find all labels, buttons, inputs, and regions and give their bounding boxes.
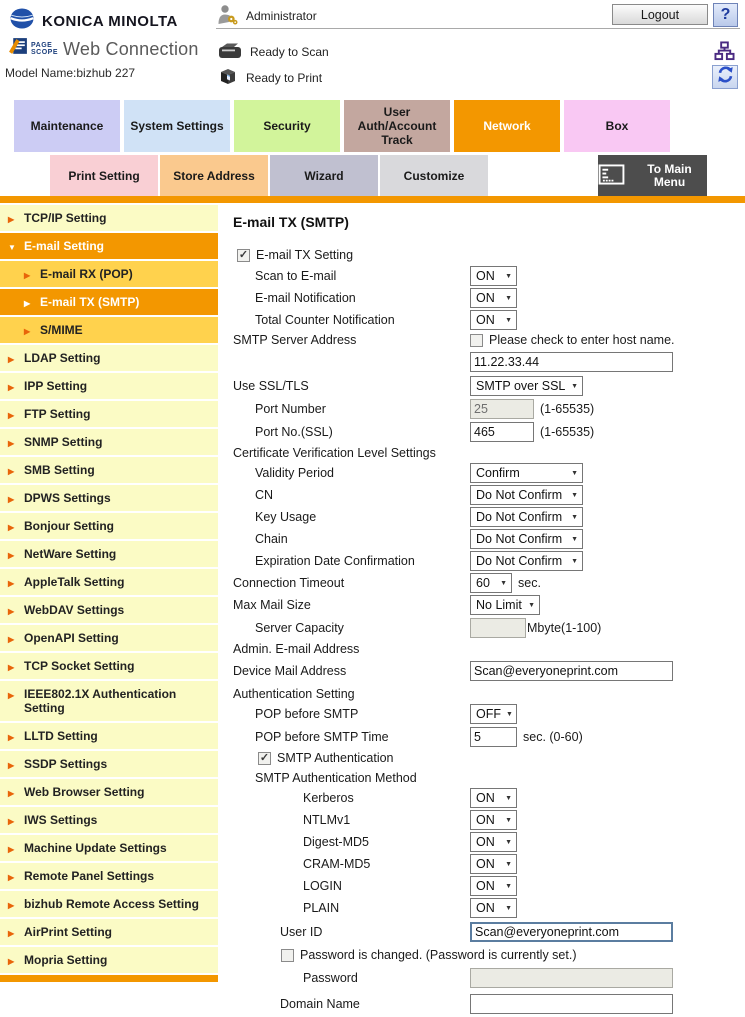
sidebar-item-label: FTP Setting [24,407,91,421]
control-chain [470,529,583,549]
chevron-right-icon: ▶ [8,635,15,644]
sidebar-item-mopria-setting[interactable] [0,947,218,973]
form-row-use-ssl-tls [233,375,745,397]
form-row-cram-md5 [233,853,745,875]
form-row-email-tx-setting [233,245,745,265]
suffix-connection-timeout: sec. [518,576,541,590]
to-main-menu-button[interactable] [598,155,707,196]
page-title: E-mail TX (SMTP) [233,214,349,230]
form-row-server-capacity [233,616,745,639]
select-value: ON [476,313,495,327]
control-plain [470,898,517,918]
control-pop-before-smtp-time [470,727,583,747]
select-value: Do Not Confirm [476,488,563,502]
main-menu-screen-icon [598,164,625,188]
label-smtp-server-address-check: Please check to enter host name. [489,333,675,347]
label-connection-timeout: Connection Timeout [233,576,345,590]
tab-print-setting[interactable]: Print Setting [50,155,158,196]
input-port-no-ssl[interactable] [470,422,534,442]
chevron-right-icon: ▶ [8,691,15,700]
select-total-counter-notification[interactable] [470,310,517,330]
label-plain: PLAIN [303,901,340,915]
dropdown-arrow-icon: ▼ [505,294,512,302]
tab-wizard[interactable]: Wizard [270,155,378,196]
label-admin-email-address: Admin. E-mail Address [233,641,360,656]
form-row-password [233,965,745,991]
control-use-ssl-tls [470,376,583,396]
checkbox-group-smtp-authentication [258,751,394,765]
checkbox-password-is-changed[interactable] [281,949,294,962]
smtp-form [233,245,745,1017]
input-password [470,968,673,988]
control-ntlmv1 [470,810,517,830]
sidebar-item-bizhub-remote-access-setting[interactable] [0,891,218,917]
select-value: SMTP over SSL [476,379,566,393]
control-smtp-server-address-input [470,352,673,372]
sidebar-item-label: SNMP Setting [24,435,103,449]
chevron-right-icon: ▶ [8,495,15,504]
chevron-right-icon: ▶ [24,299,31,308]
form-row-certificate-verification-level-settings [233,443,745,462]
sidebar-item-ssdp-settings[interactable] [0,751,218,777]
primary-tabs [0,100,745,152]
sidebar-item-email-setting[interactable] [0,233,218,259]
select-connection-timeout[interactable] [470,573,512,593]
pagescope-wordmark: PAGE SCOPE [31,42,59,56]
chevron-right-icon: ▶ [8,733,15,742]
select-kerberos[interactable] [470,788,517,808]
form-row-chain [233,528,745,550]
select-chain[interactable] [470,529,583,549]
chevron-right-icon: ▶ [8,355,15,364]
checkbox-email-tx-setting[interactable]: ✓ [238,248,249,261]
chevron-right-icon: ▶ [24,271,31,280]
form-row-scan-to-email [233,265,745,287]
sidebar-item-ftp-setting[interactable] [0,401,218,427]
sidebar-item-label: E-mail TX (SMTP) [40,295,140,309]
sidebar-end-bar [0,975,218,982]
sidebar-item-label: IWS Settings [24,813,98,827]
label-kerberos: Kerberos [303,791,354,805]
tab-system-settings[interactable]: System Settings [124,100,230,152]
chevron-right-icon: ▶ [8,467,15,476]
control-key-usage [470,507,583,527]
tab-security[interactable]: Security [234,100,340,152]
label-cn: CN [255,488,274,502]
sidebar-item-label: Machine Update Settings [24,841,167,855]
dropdown-arrow-icon: ▼ [571,491,578,499]
form-row-email-notification [233,287,745,309]
select-use-ssl-tls[interactable] [470,376,583,396]
header-divider [216,28,740,29]
sidebar-item-smb-setting[interactable] [0,457,218,483]
chevron-right-icon: ▶ [8,411,15,420]
scanner-icon [218,42,242,62]
printer-status-text: Ready to Print [246,70,323,85]
checkbox-smtp-server-address[interactable] [470,334,483,347]
sidebar-item-label: SMB Setting [24,463,95,477]
sidebar-item-label: TCP/IP Setting [24,211,107,225]
sidebar-item-airprint-setting[interactable] [0,919,218,945]
form-row-expiration-date-confirmation [233,550,745,572]
control-login [470,876,517,896]
label-password-is-changed: Password is changed. (Password is currently set.) [300,948,577,962]
control-port-no-ssl [470,422,594,442]
form-row-ntlmv1 [233,809,745,831]
refresh-icon [716,65,735,89]
form-row-total-counter-notification [233,309,745,331]
sidebar [0,205,218,1017]
label-authentication-setting: Authentication Setting [233,686,355,701]
user-info [216,4,317,28]
suffix-port-no-ssl: (1-65535) [540,424,595,439]
brand-name: KONICA MINOLTA [42,12,178,30]
sidebar-item-label: Mopria Setting [24,953,108,967]
form-row-domain-name [233,991,745,1017]
control-scan-to-email [470,266,517,286]
konica-globe-icon [10,8,34,34]
form-row-user-id [233,919,745,945]
sidebar-item-label: Remote Panel Settings [24,869,155,883]
control-user-id [470,922,673,942]
label-domain-name: Domain Name [280,997,360,1011]
chevron-down-icon: ▼ [8,243,16,252]
dropdown-arrow-icon: ▼ [528,601,535,609]
sidebar-item-netware-setting[interactable] [0,541,218,567]
suffix-server-capacity: Mbyte(1-100) [527,620,602,635]
dropdown-arrow-icon: ▼ [571,469,578,477]
sidebar-item-label: E-mail Setting [24,239,105,253]
form-row-password-is-changed [233,945,745,965]
control-cram-md5 [470,854,517,874]
label-login: LOGIN [303,879,342,893]
label-password: Password [303,971,358,985]
label-total-counter-notification: Total Counter Notification [255,313,395,327]
sidebar-item-label: NetWare Setting [24,547,117,561]
select-cn[interactable] [470,485,583,505]
dropdown-arrow-icon: ▼ [505,860,512,868]
select-key-usage[interactable] [470,507,583,527]
sidebar-item-appletalk-setting[interactable] [0,569,218,595]
select-email-notification[interactable] [470,288,517,308]
label-port-number: Port Number [255,401,326,416]
tab-network[interactable]: Network [454,100,560,152]
chevron-right-icon: ▶ [8,523,15,532]
sidebar-item-label: Bonjour Setting [24,519,114,533]
chevron-right-icon: ▶ [8,663,15,672]
control-email-notification [470,288,517,308]
sidebar-item-ipp-setting[interactable] [0,373,218,399]
control-max-mail-size [470,595,540,615]
form-row-key-usage [233,506,745,528]
dropdown-arrow-icon: ▼ [506,710,513,718]
select-value: ON [476,835,495,849]
sidebar-item-iws-settings[interactable] [0,807,218,833]
select-login[interactable] [470,876,517,896]
form-row-max-mail-size [233,594,745,616]
chevron-right-icon: ▶ [8,551,15,560]
label-ntlmv1: NTLMv1 [303,813,351,827]
sidebar-item-webdav-settings[interactable] [0,597,218,623]
tab-box[interactable]: Box [564,100,670,152]
input-port-number [470,399,534,419]
sidebar-item-label: LLTD Setting [24,729,98,743]
sidebar-item-email-tx-smtp[interactable] [0,289,218,315]
header [0,0,745,97]
form-row-smtp-server-address [233,331,745,349]
sidebar-item-snmp-setting[interactable] [0,429,218,455]
dropdown-arrow-icon: ▼ [571,513,578,521]
label-smtp-authentication-method: SMTP Authentication Method [255,770,417,785]
sidebar-item-web-browser-setting[interactable] [0,779,218,805]
chevron-right-icon: ▶ [8,873,15,882]
chevron-right-icon: ▶ [8,901,15,910]
control-smtp-server-address [470,333,675,347]
chevron-right-icon: ▶ [8,439,15,448]
sidebar-item-label: S/MIME [40,323,83,337]
tab-customize[interactable]: Customize [380,155,488,196]
label-scan-to-email: Scan to E-mail [255,269,337,283]
printer-icon [218,66,238,89]
sidebar-item-ldap-setting[interactable] [0,345,218,371]
label-device-mail-address: Device Mail Address [233,664,347,678]
sidebar-item-label: bizhub Remote Access Setting [24,897,199,911]
sidebar-item-lltd-setting[interactable] [0,723,218,749]
input-user-id[interactable] [470,922,673,942]
chevron-right-icon: ▶ [8,817,15,826]
sidebar-item-label: AirPrint Setting [24,925,113,939]
label-pop-before-smtp: POP before SMTP [255,707,359,721]
form-row-validity-period [233,462,745,484]
checkbox-group-password-is-changed [281,948,577,962]
sidebar-item-label: IPP Setting [24,379,88,393]
dropdown-arrow-icon: ▼ [571,557,578,565]
form-row-pop-before-smtp [233,703,745,725]
to-main-menu-label: To Main Menu [647,161,692,189]
content [218,205,745,1017]
label-smtp-authentication: SMTP Authentication [277,751,394,765]
control-connection-timeout [470,573,541,593]
sidebar-item-bonjour-setting[interactable] [0,513,218,539]
dropdown-arrow-icon: ▼ [571,382,578,390]
label-certificate-verification-level-settings: Certificate Verification Level Settings [233,445,436,460]
divider-bar [0,196,745,203]
select-pop-before-smtp[interactable] [470,704,517,724]
form-row-smtp-authentication-method [233,768,745,787]
label-use-ssl-tls: Use SSL/TLS [233,379,309,393]
form-row-pop-before-smtp-time [233,725,745,748]
select-value: 60 [476,576,490,590]
logout-button[interactable]: Logout [612,4,708,25]
select-value: ON [476,291,495,305]
chevron-right-icon: ▶ [8,957,15,966]
form-row-smtp-authentication [233,748,745,768]
control-validity-period [470,463,583,483]
user-name: Administrator [246,9,317,23]
select-value: Do Not Confirm [476,532,563,546]
input-smtp-server-address-input[interactable] [470,352,673,372]
form-row-port-number [233,397,745,420]
input-device-mail-address[interactable] [470,661,673,681]
sidebar-item-label: IEEE802.1X Authentication Setting [24,687,177,715]
label-user-id: User ID [280,925,323,939]
select-value: ON [476,879,495,893]
scanner-status-text: Ready to Scan [250,45,329,59]
control-domain-name [470,994,673,1014]
chevron-right-icon: ▶ [8,579,15,588]
form-row-connection-timeout [233,572,745,594]
form-row-admin-email-address [233,639,745,658]
suffix-port-number: (1-65535) [540,401,595,416]
dropdown-arrow-icon: ▼ [505,794,512,802]
form-row-device-mail-address [233,658,745,684]
input-pop-before-smtp-time[interactable] [470,727,517,747]
input-server-capacity [470,618,526,638]
control-kerberos [470,788,517,808]
form-row-kerberos [233,787,745,809]
control-server-capacity [470,618,601,638]
control-pop-before-smtp [470,704,517,724]
select-scan-to-email[interactable] [470,266,517,286]
printer-status [218,66,322,89]
select-value: No Limit [476,598,522,612]
select-value: ON [476,791,495,805]
sidebar-item-label: SSDP Settings [24,757,108,771]
control-port-number [470,399,594,419]
sidebar-item-tcp-socket-setting[interactable] [0,653,218,679]
secondary-tabs [0,155,745,196]
checkbox-group-email-tx-setting [237,248,353,262]
sidebar-item-label: DPWS Settings [24,491,111,505]
dropdown-arrow-icon: ▼ [505,816,512,824]
label-server-capacity: Server Capacity [255,620,344,635]
dropdown-arrow-icon: ▼ [505,316,512,324]
dropdown-arrow-icon: ▼ [505,838,512,846]
select-max-mail-size[interactable] [470,595,540,615]
control-password [470,968,673,988]
form-row-smtp-server-address-input [233,349,745,375]
control-expiration-date-confirmation [470,551,583,571]
sidebar-item-label: LDAP Setting [24,351,101,365]
form-row-login [233,875,745,897]
administrator-icon [216,4,238,28]
dropdown-arrow-icon: ▼ [500,579,507,587]
sidebar-item-tcpip-setting[interactable] [0,205,218,231]
label-email-notification: E-mail Notification [255,291,356,305]
select-cram-md5[interactable] [470,854,517,874]
chevron-right-icon: ▶ [8,845,15,854]
select-value: Do Not Confirm [476,510,563,524]
select-plain[interactable] [470,898,517,918]
sidebar-item-openapi-setting[interactable] [0,625,218,651]
form-row-digest-md5 [233,831,745,853]
tab-maintenance[interactable]: Maintenance [14,100,120,152]
select-value: Do Not Confirm [476,554,563,568]
scanner-status [218,42,329,62]
refresh-button[interactable] [712,65,738,89]
konica-minolta-logo [10,8,178,34]
suffix-pop-before-smtp-time: sec. (0-60) [523,729,583,744]
checkbox-smtp-authentication[interactable]: ✓ [259,751,270,764]
dropdown-arrow-icon: ▼ [505,904,512,912]
label-port-no-ssl: Port No.(SSL) [255,424,333,439]
control-total-counter-notification [470,310,517,330]
help-button[interactable]: ? [713,3,738,27]
select-value: OFF [476,707,501,721]
dropdown-arrow-icon: ▼ [571,535,578,543]
form-row-authentication-setting [233,684,745,703]
select-validity-period[interactable] [470,463,583,483]
chevron-right-icon: ▶ [8,929,15,938]
control-cn [470,485,583,505]
tab-store-address[interactable]: Store Address [160,155,268,196]
network-topology-icon[interactable] [714,41,736,61]
dropdown-arrow-icon: ▼ [505,882,512,890]
select-value: ON [476,813,495,827]
label-validity-period: Validity Period [255,466,334,480]
select-value: Confirm [476,466,520,480]
sidebar-item-label: WebDAV Settings [24,603,125,617]
sidebar-item-label: AppleTalk Setting [24,575,125,589]
label-cram-md5: CRAM-MD5 [303,857,371,871]
pagescope-logo [8,36,199,62]
chevron-right-icon: ▶ [8,383,15,392]
sidebar-item-remote-panel-settings[interactable] [0,863,218,889]
select-value: ON [476,901,495,915]
chevron-right-icon: ▶ [24,327,31,336]
chevron-right-icon: ▶ [8,607,15,616]
control-digest-md5 [470,832,517,852]
sidebar-item-smime[interactable] [0,317,218,343]
dropdown-arrow-icon: ▼ [505,272,512,280]
sidebar-item-label: OpenAPI Setting [24,631,119,645]
label-key-usage: Key Usage [255,510,317,524]
sidebar-item-label: TCP Socket Setting [24,659,135,673]
select-value: ON [476,269,495,283]
label-digest-md5: Digest-MD5 [303,835,369,849]
form-row-port-no-ssl [233,420,745,443]
chevron-right-icon: ▶ [8,789,15,798]
label-max-mail-size: Max Mail Size [233,598,311,612]
form-row-plain [233,897,745,919]
label-email-tx-setting: E-mail TX Setting [256,248,354,262]
select-value: ON [476,857,495,871]
label-pop-before-smtp-time: POP before SMTP Time [255,729,389,744]
chevron-right-icon: ▶ [8,761,15,770]
sidebar-item-email-rx-pop[interactable] [0,261,218,287]
form-row-cn [233,484,745,506]
product-name: Web Connection [63,38,199,59]
select-expiration-date-confirmation[interactable] [470,551,583,571]
sidebar-item-dpws-settings[interactable] [0,485,218,511]
label-smtp-server-address: SMTP Server Address [233,333,357,347]
sidebar-item-label: Web Browser Setting [24,785,145,799]
select-digest-md5[interactable] [470,832,517,852]
sidebar-item-ieee8021x-authentication-setting[interactable] [0,681,218,721]
input-domain-name[interactable] [470,994,673,1014]
label-chain: Chain [255,532,288,546]
label-expiration-date-confirmation: Expiration Date Confirmation [255,554,415,568]
select-ntlmv1[interactable] [470,810,517,830]
sidebar-item-machine-update-settings[interactable] [0,835,218,861]
sidebar-item-label: E-mail RX (POP) [40,267,133,281]
control-device-mail-address [470,661,673,681]
tab-user-auth-account-track[interactable]: User Auth/Account Track [344,100,450,152]
chevron-right-icon: ▶ [8,215,15,224]
model-name: Model Name:bizhub 227 [5,66,136,80]
pagescope-icon [8,36,29,62]
